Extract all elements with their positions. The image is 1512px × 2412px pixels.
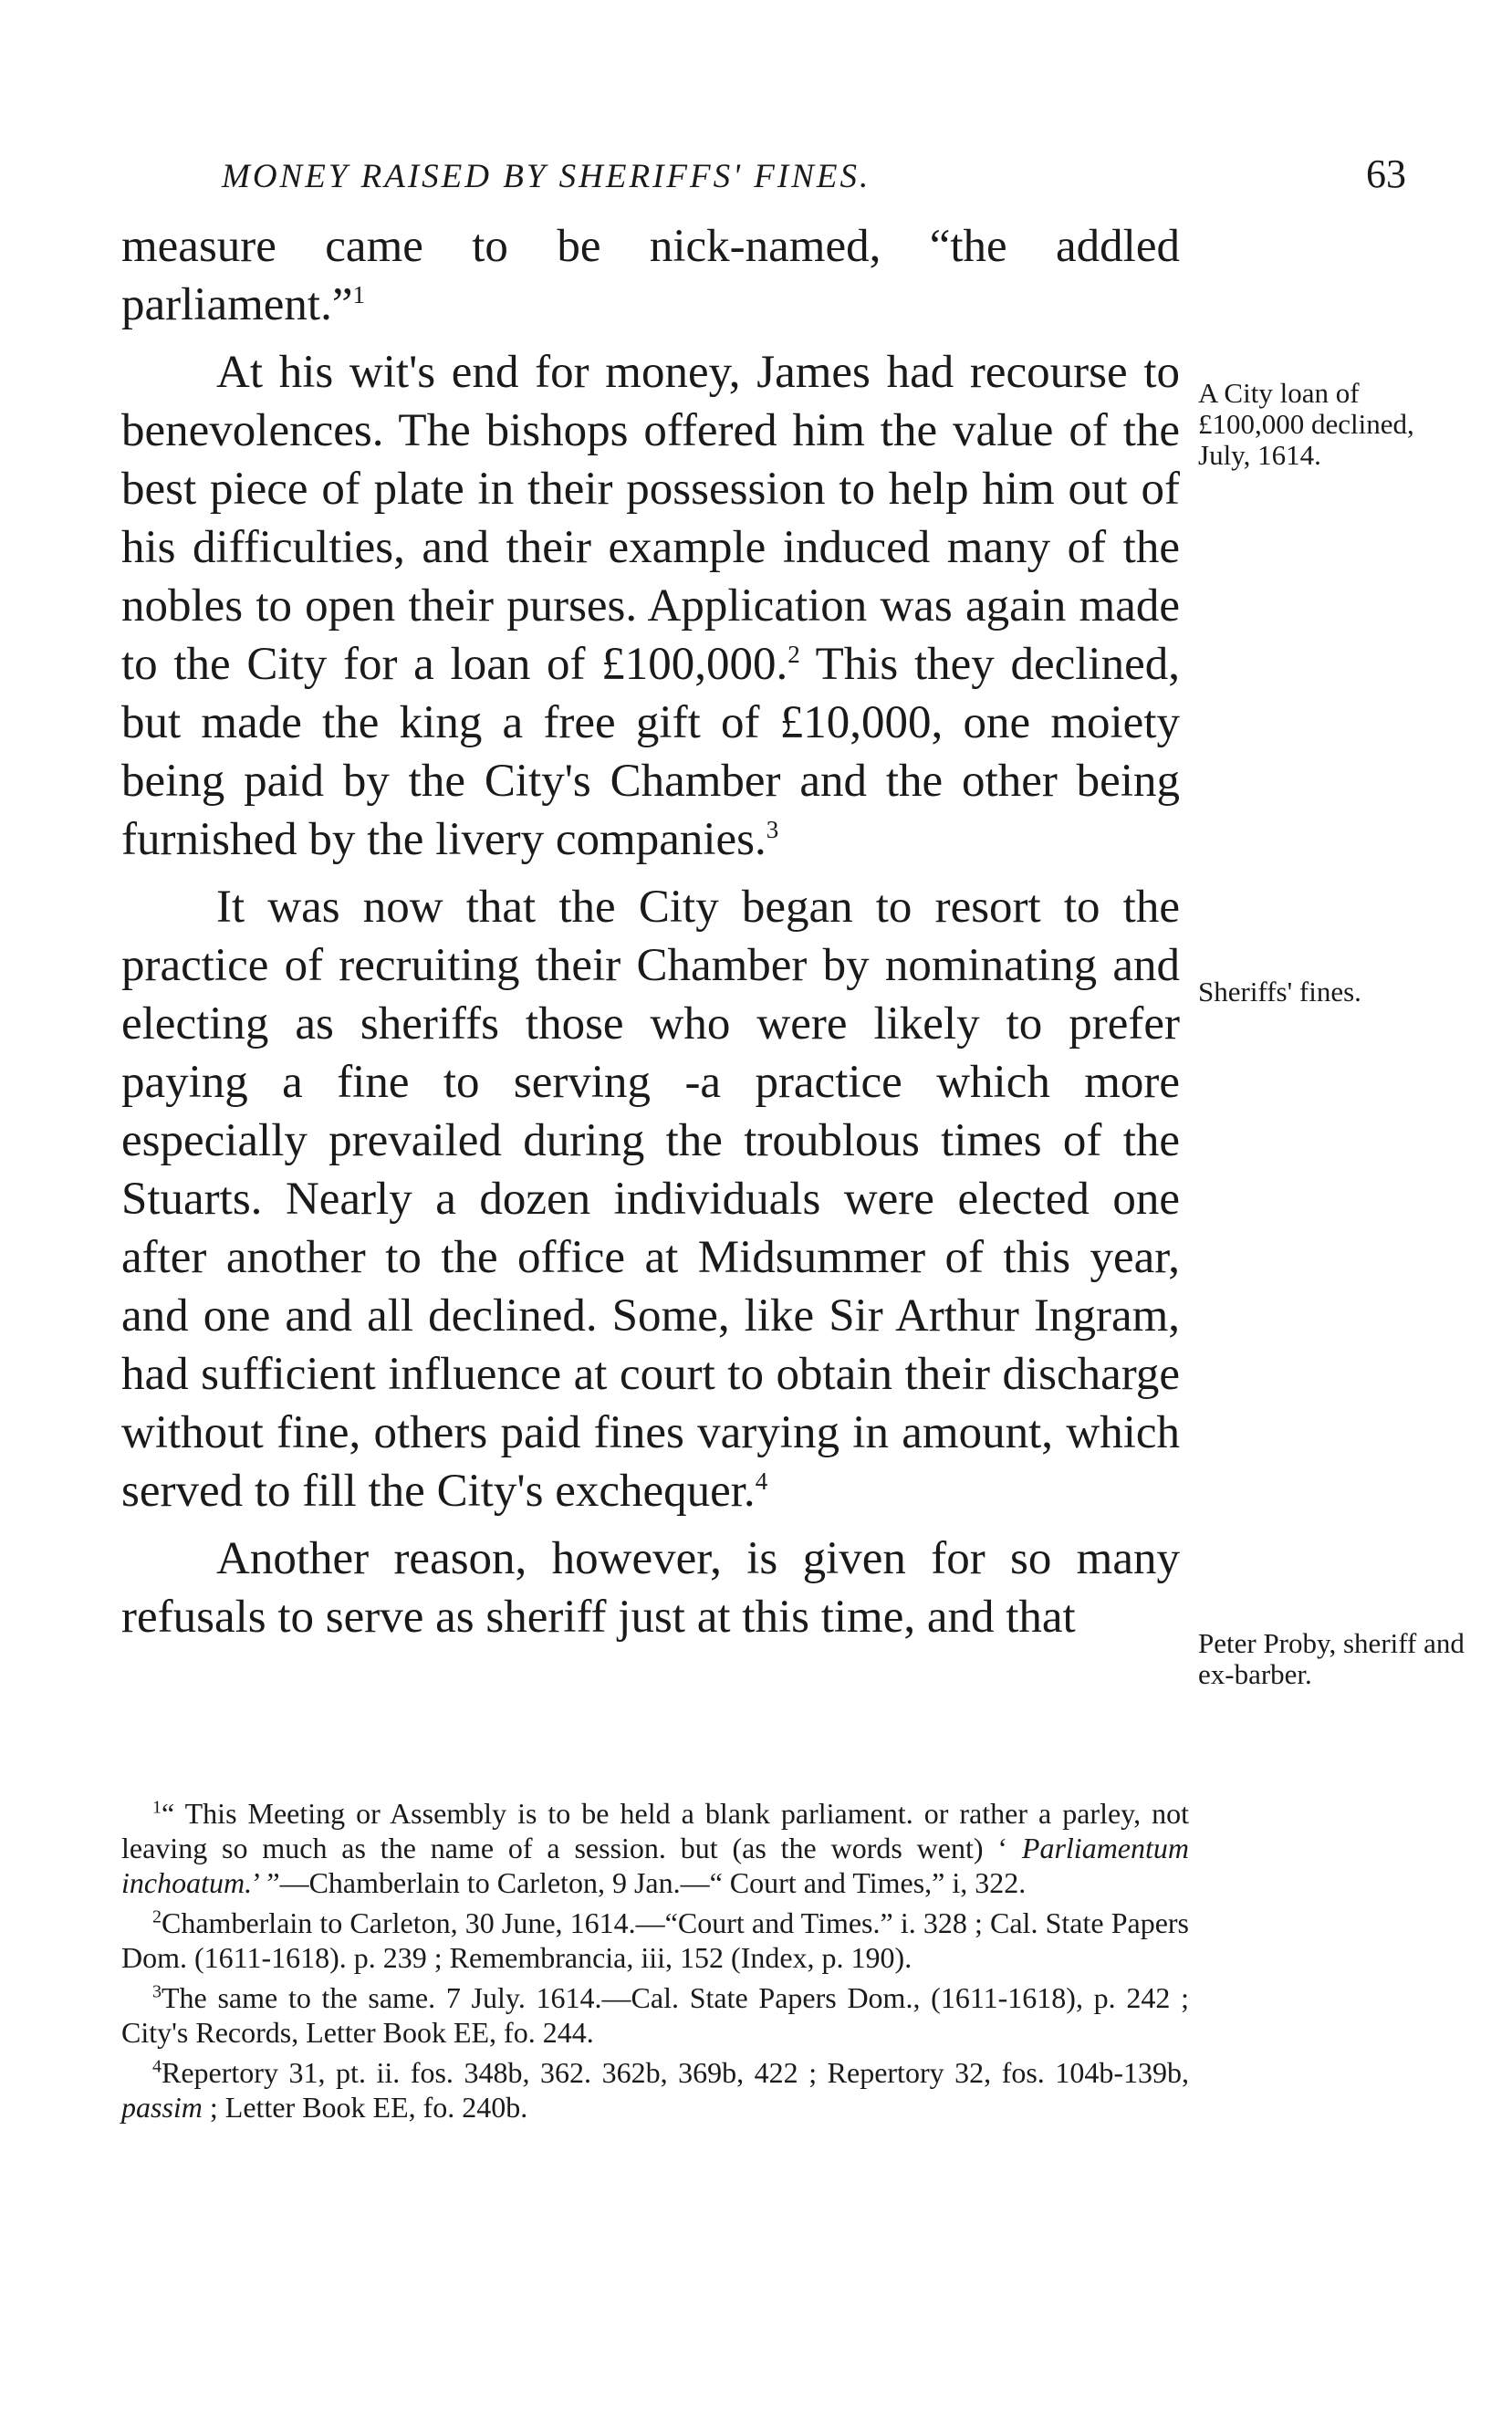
paragraph-4 [121, 1530, 1180, 1646]
footnote-text: Chamberlain to Carleton, 30 June, 1614.—“Court and Times.” i. 328 ; Cal. State Papers Dom. (1611-1618). p. 239 ; Remembrancia, iii, 152 (Index, p. 190). [121, 1906, 1189, 1974]
footnotes [121, 1796, 1189, 2130]
margin-note: Sheriffs' fines. [1198, 976, 1361, 1008]
paragraph-text: It was now that the City began to resort to the practice of recruiting their Chamber by nominating and electing as sheriffs those who were likely to prefer paying a fine to serving -a practice which more especially prevailed during the troublous times of the Stuarts. Nearly a dozen individuals were elected one after another to the office at Midsummer of this year, and one and all declined. Some, like Sir Arthur Ingram, had sufficient influence at court to obtain their discharge without fine, others paid fines varying in amount, which served to fill the City's exchequer. [121, 882, 1180, 1517]
footnote-mark: 1 [152, 1797, 162, 1818]
paragraph-text: At his wit's end for money, James had recourse to benevolences. The bishops offered him the value of the best piece of plate in their possession to help him out of his difficulties, and their example induced many of the nobles to open their purses. Application was again made to the City for a loan of £100,000. [121, 347, 1180, 690]
margin-note: Peter Proby, sheriff and ex-barber. [1198, 1627, 1465, 1690]
footnote-text: ’ ”—Chamberlain to Carleton, 9 Jan.—“ Court and Times,” i, 322. [252, 1866, 1027, 1899]
paragraph-text: Another reason, however, is given for so many refusals to serve as sheriff just at this time, and that [121, 1533, 1180, 1643]
footnote-italic: Parliamentum inchoatum. [121, 1832, 1189, 1899]
footnote-text: ; Letter Book EE, fo. 240b. [202, 2091, 528, 2124]
footnote-text: Repertory 31, pt. ii. fos. 348b, 362. 362b, 369b, 422 ; Repertory 32, fos. 104b-139b, [162, 2056, 1189, 2089]
paragraph-3 [121, 878, 1180, 1520]
footnote [121, 2055, 1189, 2125]
page-number: 63 [1366, 151, 1406, 196]
footnote [121, 1796, 1189, 1900]
footnote-ref[interactable]: 3 [766, 816, 779, 843]
footnote [121, 1980, 1189, 2050]
footnote-ref[interactable]: 1 [352, 281, 365, 308]
footnote-italic: passim [121, 2091, 203, 2124]
paragraph-text: measure came to be nick-named, “the addled parliament.” [121, 221, 1180, 330]
paragraph-text: This they declined, but made the king a free gift of £10,000, one moiety being paid by the City's Chamber and the other being furnished by the livery companies. [121, 639, 1180, 865]
footnote-mark: 2 [152, 1906, 162, 1927]
footnote-mark: 4 [152, 2056, 162, 2077]
main-text [121, 217, 1180, 1646]
footnote-mark: 3 [152, 1981, 162, 2002]
margin-note: A City loan of £100,000 declined, July, 1614. [1198, 377, 1414, 471]
paragraph-2 [121, 343, 1180, 869]
footnote-ref[interactable]: 4 [755, 1467, 768, 1495]
footnote [121, 1906, 1189, 1975]
paragraph-1 [121, 217, 1180, 334]
footnote-text: The same to the same. 7 July. 1614.—Cal. State Papers Dom., (1611-1618), p. 242 ; City's Records, Letter Book EE, fo. 244. [121, 1981, 1189, 2049]
running-title: MONEY RAISED BY SHERIFFS' FINES. [222, 158, 871, 195]
footnote-text: “ This Meeting or Assembly is to be held a blank parliament. or rather a parley, not leaving so much as the name of a session. but (as the words went) ‘ [121, 1797, 1189, 1864]
footnote-ref[interactable]: 2 [787, 641, 800, 668]
